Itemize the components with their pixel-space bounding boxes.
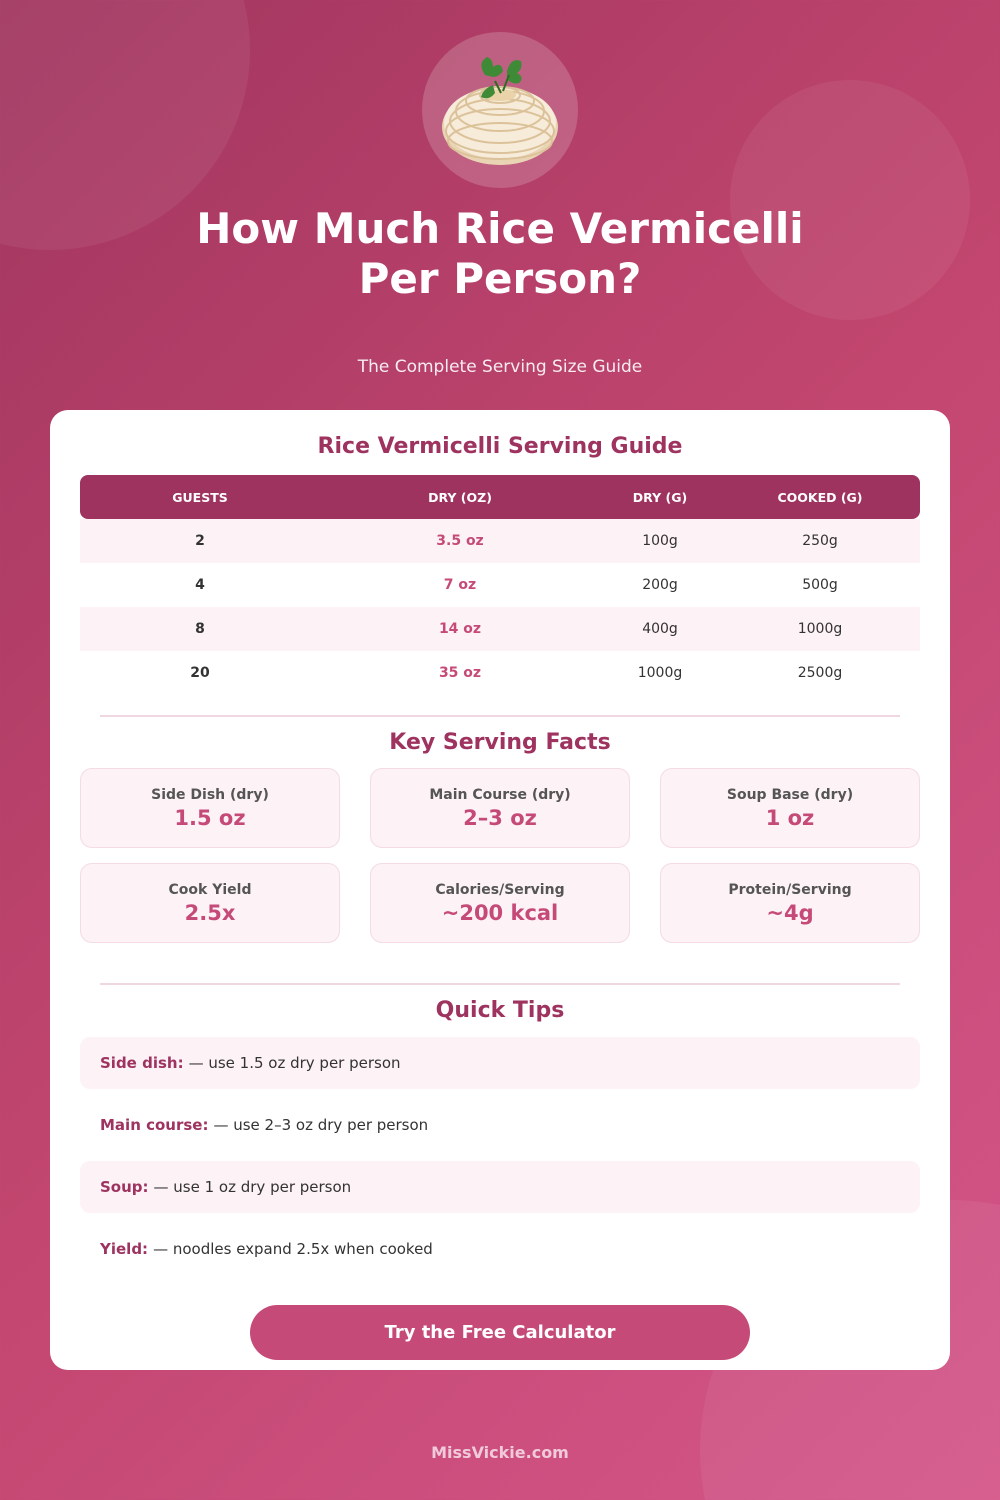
tip-item: [80, 1037, 920, 1089]
fact-label: Protein/Serving: [728, 882, 852, 898]
facts-grid: [80, 768, 920, 943]
cell-cooked-g: 1000g: [797, 621, 843, 637]
fact-value: ~4g: [766, 901, 814, 925]
cell-dry-g: 100g: [642, 533, 678, 549]
cell-cooked-g: 500g: [802, 577, 838, 593]
table-header: [80, 475, 920, 519]
title-line-2: Per Person?: [358, 254, 642, 303]
fact-card: [80, 768, 340, 848]
serving-guide-title: Rice Vermicelli Serving Guide: [317, 434, 683, 459]
fact-label: Main Course (dry): [429, 787, 571, 803]
cell-guests: 20: [190, 665, 210, 681]
section-divider: [100, 983, 900, 985]
table-row: [80, 563, 920, 607]
tip-key: Side dish:: [100, 1054, 184, 1072]
fact-label: Cook Yield: [168, 882, 252, 898]
calculator-cta-button[interactable]: Try the Free Calculator: [250, 1305, 750, 1360]
tip-text: — use 1 oz dry per person: [153, 1178, 352, 1196]
fact-label: Calories/Serving: [435, 882, 565, 898]
cell-guests: 4: [195, 577, 205, 593]
fact-card: [370, 768, 630, 848]
tip-key: Main course:: [100, 1116, 209, 1134]
header-dry-g: DRY (G): [632, 489, 688, 505]
content-card: [50, 410, 950, 1370]
fact-label: Side Dish (dry): [151, 787, 269, 803]
cell-dry-g: 400g: [642, 621, 678, 637]
tips-title: Quick Tips: [435, 998, 565, 1023]
fact-value: ~200 kcal: [441, 901, 559, 925]
page-subtitle: The Complete Serving Size Guide: [357, 357, 643, 377]
cell-guests: 8: [195, 621, 205, 637]
tip-key: Soup:: [100, 1178, 149, 1196]
fact-card: [660, 863, 920, 943]
header-dry-oz: DRY (OZ): [428, 489, 492, 505]
table-row: [80, 651, 920, 695]
fact-card: [80, 863, 340, 943]
cell-dry-oz: 35 oz: [438, 665, 482, 681]
cell-dry-g: 200g: [642, 577, 678, 593]
section-divider: [100, 715, 900, 717]
fact-value: 2.5x: [184, 901, 236, 925]
title-line-1: How Much Rice Vermicelli: [196, 204, 804, 253]
facts-title: Key Serving Facts: [389, 730, 611, 755]
tip-item: [80, 1161, 920, 1213]
fact-card: [660, 768, 920, 848]
serving-table: [80, 475, 920, 695]
cell-dry-oz: 14 oz: [438, 621, 482, 637]
fact-value: 1 oz: [765, 806, 815, 830]
tip-text: — use 2–3 oz dry per person: [213, 1116, 429, 1134]
tip-item: [80, 1223, 920, 1275]
cell-dry-g: 1000g: [637, 665, 683, 681]
table-row: [80, 607, 920, 651]
header-cooked-g: COOKED (G): [777, 489, 863, 505]
tip-text: — noodles expand 2.5x when cooked: [153, 1240, 433, 1258]
cell-cooked-g: 250g: [802, 533, 838, 549]
tips-list: [80, 1037, 920, 1285]
cell-dry-oz: 7 oz: [443, 577, 477, 593]
tip-text: — use 1.5 oz dry per person: [188, 1054, 401, 1072]
cell-guests: 2: [195, 533, 205, 549]
header-guests: GUESTS: [172, 489, 228, 505]
fact-value: 1.5 oz: [174, 806, 246, 830]
page-title: [0, 204, 1000, 304]
fact-label: Soup Base (dry): [726, 787, 854, 803]
noodle-nest-icon: [422, 32, 578, 188]
tip-key: Yield:: [100, 1240, 149, 1258]
fact-value: 2–3 oz: [463, 806, 537, 830]
fact-card: [370, 863, 630, 943]
footer-brand: MissVickie.com: [431, 1443, 569, 1462]
cell-cooked-g: 2500g: [797, 665, 843, 681]
cell-dry-oz: 3.5 oz: [436, 533, 484, 549]
tip-item: [80, 1099, 920, 1151]
table-row: [80, 519, 920, 563]
